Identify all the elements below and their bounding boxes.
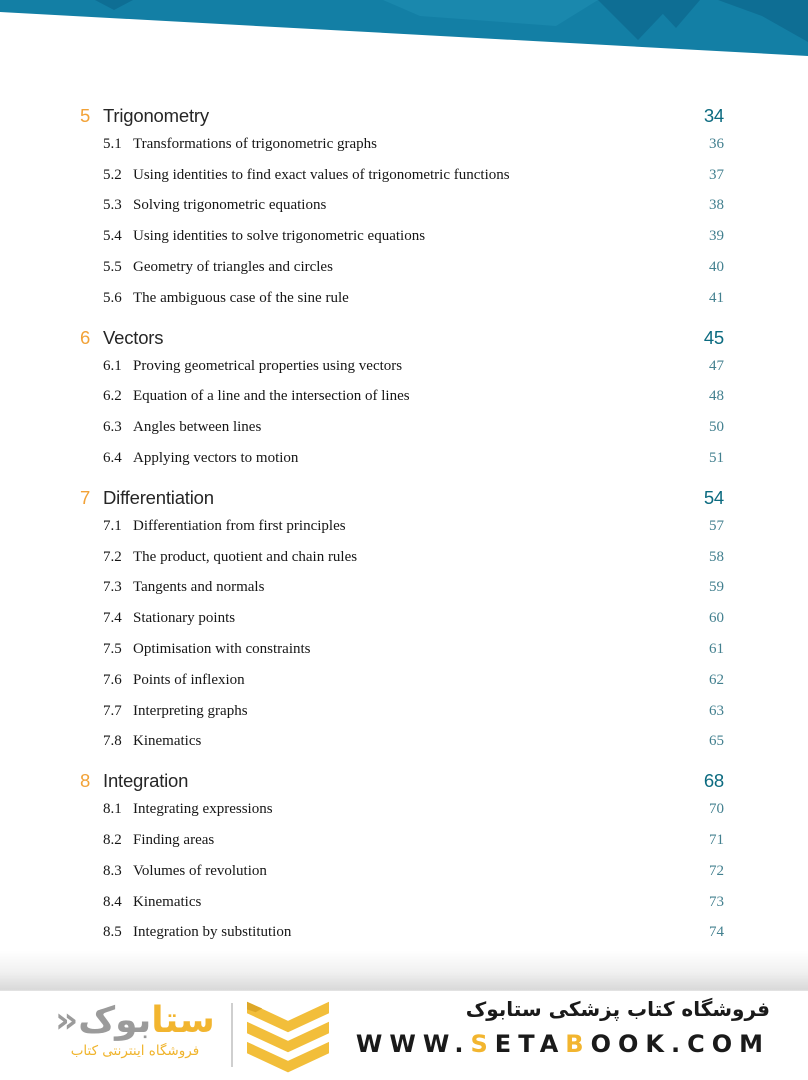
section-number: 5.1: [103, 135, 122, 152]
toc-chapter-row: [80, 325, 724, 351]
section-title: Applying vectors to motion: [133, 450, 299, 467]
section-number: 7.2: [103, 548, 122, 565]
chapter-number: 6: [80, 326, 91, 348]
chapter-title: Vectors: [103, 326, 164, 348]
section-page-number: 63: [709, 702, 724, 719]
section-title: Using identities to find exact values of trigonometric functions: [133, 166, 510, 183]
toc-section-row: [80, 511, 724, 542]
section-page-number: 57: [709, 517, 724, 534]
section-page-number: 36: [709, 135, 724, 152]
table-of-contents: [80, 103, 724, 959]
website-url-segment: S: [470, 1030, 495, 1058]
chevrons-icon: [247, 1001, 329, 1075]
section-page-number: 51: [709, 450, 724, 467]
toc-chapter-row: [80, 485, 724, 511]
website-url-segment: OOK.COM: [590, 1030, 770, 1058]
page-bottom-shadow: [0, 950, 808, 991]
header-banner-graphic: [0, 0, 808, 62]
section-title: The ambiguous case of the sine rule: [133, 289, 349, 306]
toc-chapter: [80, 768, 724, 948]
toc-chapter: [80, 325, 724, 474]
section-page-number: 61: [709, 641, 724, 658]
section-title: Angles between lines: [133, 419, 262, 436]
toc-section-row: [80, 727, 724, 758]
toc-section-row: [80, 856, 724, 887]
section-page-number: 62: [709, 671, 724, 688]
section-number: 6.4: [103, 450, 122, 467]
section-title: Stationary points: [133, 610, 236, 627]
toc-section-row: [80, 918, 724, 949]
section-page-number: 39: [709, 228, 724, 245]
section-title: Tangents and normals: [133, 579, 265, 596]
section-number: 5.4: [103, 228, 122, 245]
section-number: 7.3: [103, 579, 122, 596]
toc-section-row: [80, 221, 724, 252]
toc-section-row: [80, 283, 724, 314]
toc-section-row: [80, 794, 724, 825]
section-number: 7.5: [103, 641, 122, 658]
section-title: Solving trigonometric equations: [133, 197, 327, 214]
section-number: 5.5: [103, 259, 122, 276]
chapter-title: Trigonometry: [103, 105, 209, 126]
toc-section-row: [80, 129, 724, 160]
section-page-number: 73: [709, 893, 724, 910]
toc-chapter: [80, 485, 724, 757]
chapter-number: 5: [80, 105, 91, 126]
section-page-number: 58: [709, 548, 724, 565]
setabook-logo: [55, 1001, 329, 1075]
section-title: Optimisation with constraints: [133, 641, 311, 658]
chapter-title: Differentiation: [103, 486, 214, 508]
section-page-number: 47: [709, 357, 724, 374]
toc-section-row: [80, 542, 724, 573]
section-page-number: 40: [709, 259, 724, 276]
chapter-title: Integration: [103, 770, 189, 792]
section-number: 7.6: [103, 671, 122, 688]
section-number: 7.8: [103, 733, 122, 750]
chapter-page-number: 68: [703, 770, 724, 792]
section-number: 8.4: [103, 893, 122, 910]
section-number: 7.7: [103, 702, 122, 719]
section-title: Points of inflexion: [133, 671, 245, 688]
section-title: Using identities to solve trigonometric equations: [133, 228, 426, 245]
section-title: Volumes of revolution: [133, 862, 267, 879]
chapter-number: 8: [80, 770, 91, 792]
section-title: Kinematics: [133, 893, 202, 910]
toc-section-row: [80, 603, 724, 634]
chapter-page-number: 34: [703, 105, 724, 126]
section-page-number: 59: [709, 579, 724, 596]
section-number: 7.1: [103, 517, 122, 534]
section-number: 5.2: [103, 166, 122, 183]
chapter-number: 7: [80, 486, 91, 508]
toc-section-row: [80, 696, 724, 727]
logo-wordmark-gray-part: بوک: [78, 1000, 152, 1041]
website-url-segment: ETA: [494, 1030, 566, 1058]
section-page-number: 38: [709, 197, 724, 214]
section-title: Integration by substitution: [133, 924, 292, 941]
section-page-number: 71: [709, 832, 724, 849]
section-number: 7.4: [103, 610, 122, 627]
toc-section-row: [80, 887, 724, 918]
logo-tagline: فروشگاه اینترنتی کتاب: [70, 1043, 200, 1059]
toc-section-row: [80, 351, 724, 382]
section-title: Proving geometrical properties using vectors: [133, 357, 403, 374]
section-title: Equation of a line and the intersection of lines: [133, 388, 410, 405]
toc-section-row: [80, 252, 724, 283]
section-page-number: 50: [709, 419, 724, 436]
section-title: The product, quotient and chain rules: [133, 548, 358, 565]
section-page-number: 48: [709, 388, 724, 405]
store-name-persian: فروشگاه کتاب پزشکی ستابوک: [465, 997, 770, 1021]
toc-section-row: [80, 382, 724, 413]
section-number: 6.2: [103, 388, 122, 405]
toc-section-row: [80, 412, 724, 443]
toc-section-row: [80, 160, 724, 191]
section-page-number: 41: [709, 289, 724, 306]
toc-section-row: [80, 665, 724, 696]
section-page-number: 70: [709, 801, 724, 818]
section-number: 8.2: [103, 832, 122, 849]
toc-section-row: [80, 825, 724, 856]
chapter-page-number: 54: [703, 486, 724, 508]
toc-section-row: [80, 634, 724, 665]
section-page-number: 72: [709, 862, 724, 879]
section-page-number: 37: [709, 166, 724, 183]
section-title: Interpreting graphs: [133, 702, 248, 719]
footer-branding: [0, 991, 808, 1080]
chapter-page-number: 45: [703, 326, 724, 348]
logo-guillemet-icon: «: [55, 1000, 79, 1041]
section-number: 6.1: [103, 357, 122, 374]
section-title: Differentiation from first principles: [133, 517, 346, 534]
section-page-number: 74: [709, 924, 724, 941]
section-page-number: 65: [709, 733, 724, 750]
logo-divider: [231, 1003, 233, 1067]
section-number: 8.1: [103, 801, 122, 818]
section-number: 8.5: [103, 924, 122, 941]
logo-wordmark-yellow-part: ستا: [151, 1000, 215, 1041]
logo-wordmark: [55, 1001, 215, 1041]
toc-chapter-row: [80, 103, 724, 129]
toc-section-row: [80, 191, 724, 222]
website-url-segment: WWW.: [355, 1030, 471, 1058]
section-title: Finding areas: [133, 832, 215, 849]
section-page-number: 60: [709, 610, 724, 627]
section-number: 8.3: [103, 862, 122, 879]
toc-section-row: [80, 443, 724, 474]
section-title: Kinematics: [133, 733, 202, 750]
section-number: 5.3: [103, 197, 122, 214]
section-title: Transformations of trigonometric graphs: [133, 135, 377, 152]
toc-chapter: [80, 103, 724, 314]
toc-chapter-row: [80, 768, 724, 794]
section-title: Integrating expressions: [133, 801, 273, 818]
section-title: Geometry of triangles and circles: [133, 259, 333, 276]
website-url: [356, 1030, 770, 1058]
section-number: 6.3: [103, 419, 122, 436]
toc-section-row: [80, 573, 724, 604]
section-number: 5.6: [103, 289, 122, 306]
website-url-segment: B: [565, 1030, 591, 1058]
